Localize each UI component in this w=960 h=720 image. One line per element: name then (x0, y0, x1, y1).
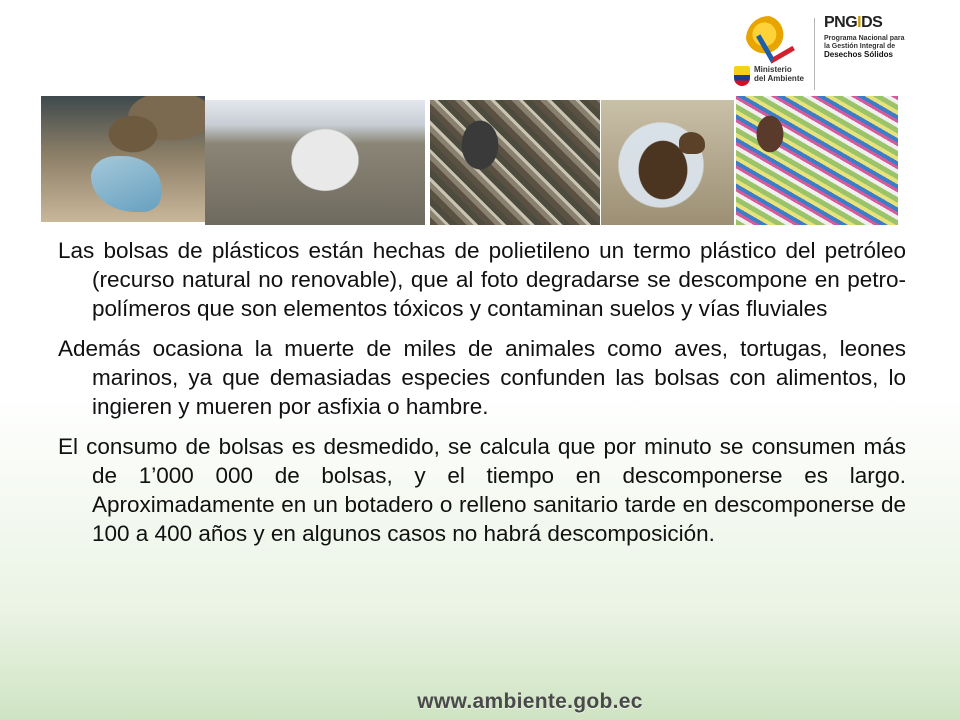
paragraph-composition: Las bolsas de plásticos están hechas de polietileno un termo plástico del petróleo (recurso natural no renovable), que al foto degradarse se descompone en petro-polímeros que son elementos tóxicos y contaminan suelos y vías fluviales (58, 238, 906, 321)
worker-in-garbage-photo (430, 100, 600, 225)
pngids-subtitle-line1: Programa Nacional para (824, 35, 905, 42)
paragraph-consumption: El consumo de bolsas es desmedido, se calcula que por minuto se consumen más de 1’000 000 de bolsas, y el tiempo en descomponerse es largo. Aproximadamente en un botadero o relleno sanitario tarde en descomponerse de 100 a 400 años y en algunos casos no habrá descomposición. (58, 434, 906, 546)
ministry-logo (728, 10, 808, 94)
ministry-emblem-icon (746, 16, 792, 62)
pngids-subtitle (824, 35, 948, 59)
ministry-name-line2: del Ambiente (754, 74, 804, 83)
ministry-name-line1: Ministerio (754, 65, 792, 74)
footer-website-url: www.ambiente.gob.ec (417, 690, 643, 713)
photo-strip (41, 96, 898, 226)
duck-in-plastic-bag-photo (601, 100, 734, 225)
pngids-title-suffix: DS (861, 14, 883, 31)
header-logos (728, 10, 948, 94)
landfill-plastic-bags-photo (205, 100, 425, 225)
duck-head-icon (679, 132, 705, 154)
paragraph-animal-deaths: Además ocasiona la muerte de miles de animales como aves, tortugas, leones marinos, ya que demasiadas especies confunden las bolsas con alimentos, lo ingieren y mueren por asfixia o hambre. (58, 336, 906, 419)
ecuador-shield-icon (734, 66, 750, 86)
logo-divider (814, 18, 815, 90)
pngids-title-prefix: PNG (824, 14, 858, 31)
pngids-title (824, 14, 948, 32)
pngids-subtitle-line3: Desechos Sólidos (824, 50, 893, 59)
woman-sorting-plastic-photo (736, 96, 898, 225)
turtle-with-plastic-bag-photo (41, 96, 205, 222)
ministry-name (754, 65, 804, 83)
pngids-logo (824, 14, 948, 94)
pngids-title-accent: I (857, 14, 862, 31)
body-text (58, 236, 906, 559)
plastic-bag-icon (91, 156, 161, 212)
pngids-subtitle-line2: la Gestión Integral de (824, 43, 896, 50)
